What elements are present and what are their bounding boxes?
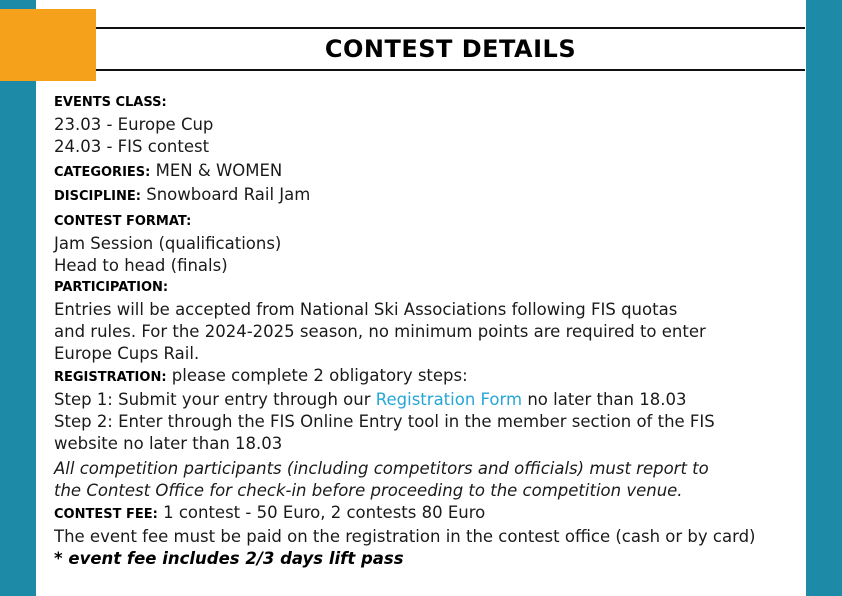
registration-step-1 [54, 389, 799, 411]
orange-accent-block [0, 9, 96, 81]
contest-fee-row [54, 502, 799, 526]
events-class-label: EVENTS CLASS: [54, 95, 167, 110]
registration-intro: please complete 2 obligatory steps: [171, 366, 468, 385]
categories-row [54, 160, 799, 184]
contest-fee-label: CONTEST FEE: [54, 507, 158, 522]
contest-details-content [54, 92, 799, 570]
registration-step-2-cont: website no later than 18.03 [54, 434, 283, 453]
check-in-notice [54, 458, 799, 502]
discipline-row [54, 184, 799, 208]
registration-form-link[interactable]: Registration Form [375, 390, 523, 409]
participation-label: PARTICIPATION: [54, 280, 169, 295]
discipline-value: Snowboard Rail Jam [146, 185, 311, 204]
title-bottom-rule [96, 69, 805, 71]
participation-section [54, 277, 799, 365]
step1-suffix: no later than 18.03 [522, 390, 687, 409]
contest-format-line: Jam Session (qualifications) [54, 234, 282, 253]
registration-label: REGISTRATION: [54, 370, 167, 385]
registration-section [54, 365, 799, 455]
contest-format-section [54, 211, 799, 277]
contest-fee-value: 1 contest - 50 Euro, 2 contests 80 Euro [163, 503, 486, 522]
registration-step-2: Step 2: Enter through the FIS Online Entry tool in the member section of the FIS [54, 412, 715, 431]
left-side-bar [0, 0, 36, 596]
events-class-line: 23.03 - Europe Cup [54, 115, 214, 134]
events-class-section [54, 92, 799, 158]
title-top-rule [96, 27, 805, 29]
participation-line: Entries will be accepted from National Ski Associations following FIS quotas [54, 300, 678, 319]
notice-line: the Contest Office for check-in before proceeding to the competition venue. [54, 481, 683, 500]
contest-format-label: CONTEST FORMAT: [54, 214, 192, 229]
discipline-label: DISCIPLINE: [54, 189, 141, 204]
participation-line: and rules. For the 2024-2025 season, no minimum points are required to enter [54, 322, 706, 341]
categories-label: CATEGORIES: [54, 165, 151, 180]
page-title: CONTEST DETAILS [324, 35, 577, 63]
right-side-bar [806, 0, 842, 596]
notice-line: All competition participants (including competitors and officials) must report to [54, 459, 709, 478]
contest-fee-section [54, 502, 799, 570]
contest-format-line: Head to head (finals) [54, 256, 228, 275]
step1-prefix: Step 1: Submit your entry through our [54, 390, 376, 409]
registration-row [54, 365, 799, 389]
participation-line: Europe Cups Rail. [54, 344, 200, 363]
contest-fee-footnote: * event fee includes 2/3 days lift pass [54, 549, 404, 568]
categories-value: MEN & WOMEN [155, 161, 283, 180]
events-class-line: 24.03 - FIS contest [54, 137, 210, 156]
contest-fee-note: The event fee must be paid on the registration in the contest office (cash or by card) [54, 527, 756, 546]
